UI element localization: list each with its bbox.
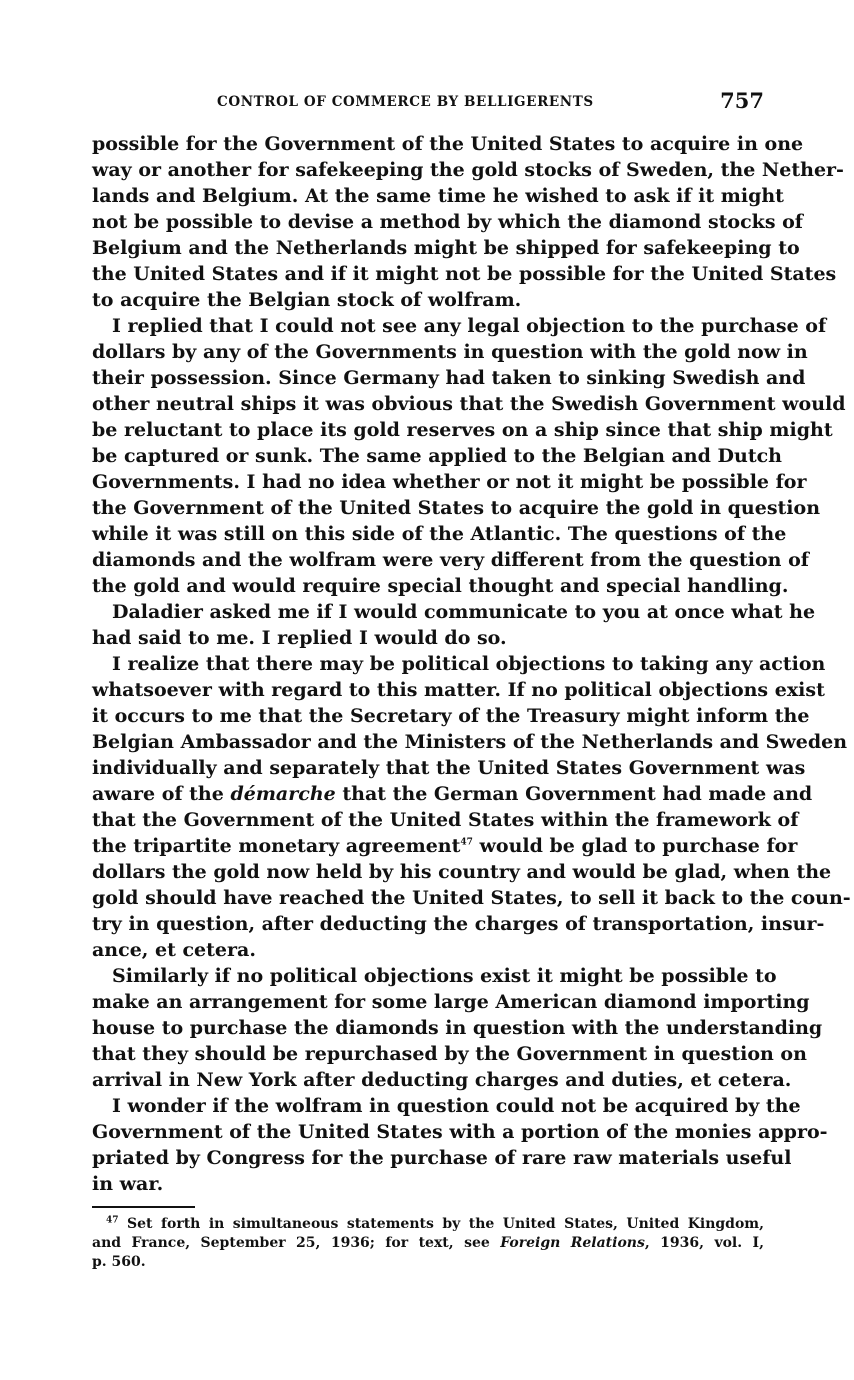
running-head: CONTROL OF COMMERCE BY BELLIGERENTS	[217, 94, 594, 110]
text-line: the United States and if it might not be possible for the United States	[92, 263, 837, 285]
footnote-ref-before: the tripartite monetary agreement	[92, 835, 461, 857]
body-text	[92, 131, 851, 1197]
text-line: had said to me. I replied I would do so.	[92, 627, 507, 649]
text-line: dollars the gold now held by his country and would be glad, when the	[92, 861, 832, 883]
footnotes	[92, 1215, 764, 1272]
text-line: whatsoever with regard to this matter. If no political objections exist	[92, 679, 825, 701]
text-line: arrival in New York after deducting charges and duties, et cetera.	[92, 1069, 792, 1091]
text-line: Belgian Ambassador and the Ministers of the Netherlands and Sweden	[92, 731, 848, 753]
text-line: other neutral ships it was obvious that the Swedish Government would	[92, 393, 846, 415]
footnote-text: Set forth in simultaneous statements by the United States, United Kingdom,	[118, 1216, 764, 1232]
text-line: it occurs to me that the Secretary of the Treasury might inform the	[92, 705, 810, 727]
page-number: 757	[720, 88, 764, 113]
text-line: the gold and would require special thought and special handling.	[92, 575, 789, 597]
footnote-line	[92, 1215, 764, 1234]
text-line: Daladier asked me if I would communicate to you at once what he	[112, 601, 816, 623]
footnote-text: and France, September 25, 1936; for text, see	[92, 1235, 501, 1251]
demarche-before: aware of the	[92, 783, 231, 805]
text-line: diamonds and the wolfram were very different from the question of	[92, 549, 809, 571]
text-line: that the Government of the United States within the framework of	[92, 809, 799, 831]
text-line: not be possible to devise a method by which the diamond stocks of	[92, 211, 803, 233]
text-line: dollars by any of the Governments in question with the gold now in	[92, 341, 808, 363]
footnote-ref-after: would be glad to purchase for	[472, 835, 798, 857]
footnote-line	[92, 1234, 764, 1253]
text-line: the Government of the United States to acquire the gold in question	[92, 497, 821, 519]
text-line: ance, et cetera.	[92, 939, 256, 961]
text-line-footnote-ref	[92, 833, 798, 859]
text-line: way or another for safekeeping the gold stocks of Sweden, the Nether-	[92, 159, 844, 181]
page-header	[92, 88, 764, 118]
footnote-divider	[92, 1206, 195, 1208]
text-line: Belgium and the Netherlands might be shipped for safekeeping to	[92, 237, 800, 259]
text-line: in war.	[92, 1173, 164, 1195]
footnote-italic: Foreign Relations	[500, 1235, 645, 1251]
text-line: their possession. Since Germany had taken to sinking Swedish and	[92, 367, 806, 389]
text-line: I replied that I could not see any legal objection to the purchase of	[112, 315, 827, 337]
text-line: Government of the United States with a portion of the monies appro-	[92, 1121, 828, 1143]
text-line: to acquire the Belgian stock of wolfram.	[92, 289, 522, 311]
text-line: Governments. I had no idea whether or not it might be possible for	[92, 471, 807, 493]
footnote-line: p. 560.	[92, 1254, 146, 1270]
text-line: priated by Congress for the purchase of rare raw materials useful	[92, 1147, 792, 1169]
demarche-after: that the German Government had made and	[335, 783, 813, 805]
demarche-italic: démarche	[230, 783, 336, 805]
footnote-text: , 1936, vol. I,	[644, 1235, 764, 1251]
text-line: I realize that there may be political objections to taking any action	[112, 653, 826, 675]
text-line: that they should be repurchased by the Government in question on	[92, 1043, 807, 1065]
text-line: be captured or sunk. The same applied to the Belgian and Dutch	[92, 445, 782, 467]
footnote-reference: 47	[460, 837, 473, 848]
text-line: house to purchase the diamonds in question with the understanding	[92, 1017, 823, 1039]
text-line: while it was still on this side of the Atlantic. The questions of the	[92, 523, 787, 545]
text-line: possible for the Government of the United States to acquire in one	[92, 133, 804, 155]
text-line: individually and separately that the United States Government was	[92, 757, 806, 779]
text-line: I wonder if the wolfram in question could not be acquired by the	[112, 1095, 801, 1117]
text-line: make an arrangement for some large American diamond importing	[92, 991, 810, 1013]
text-line: gold should have reached the United States, to sell it back to the coun-	[92, 887, 851, 909]
text-line-demarche	[92, 781, 813, 807]
text-line: try in question, after deducting the charges of transportation, insur-	[92, 913, 825, 935]
text-line: Similarly if no political objections exist it might be possible to	[112, 965, 777, 987]
text-line: be reluctant to place its gold reserves on a ship since that ship might	[92, 419, 833, 441]
text-line: lands and Belgium. At the same time he wished to ask if it might	[92, 185, 784, 207]
footnote-number: 47	[106, 1215, 119, 1226]
